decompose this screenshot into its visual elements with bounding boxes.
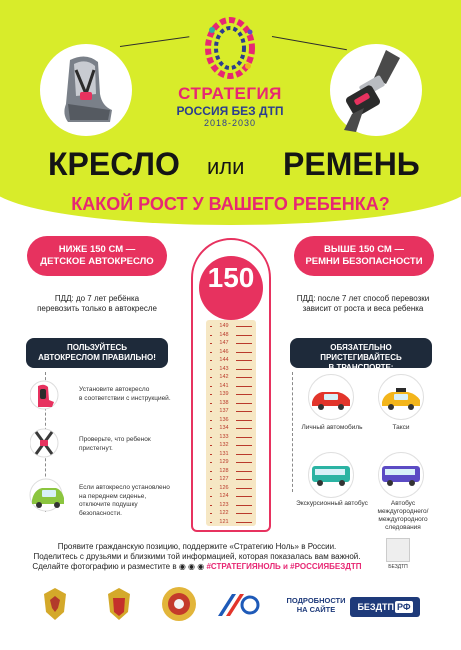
rule-left-line2: перевозить только в автокресле — [37, 304, 157, 313]
intercity-bus-icon — [380, 462, 422, 488]
site-details-text — [286, 596, 346, 614]
ruler-tick-label: 136 — [212, 417, 236, 423]
page-subtitle: КАКОЙ РОСТ У ВАШЕГО РЕБЕНКА? — [71, 194, 390, 214]
ruler-tick-label: 127 — [212, 476, 236, 482]
ruler-tick-label: 141 — [212, 383, 236, 389]
instagram-qr-icon[interactable] — [386, 538, 410, 562]
car-seat-icon — [30, 380, 66, 410]
ruler-tick-label: 147 — [212, 340, 236, 346]
title-remen: РЕМЕНЬ — [283, 146, 420, 182]
intercity-bus-label-1: Автобус междугороднего/ — [377, 500, 429, 515]
russia-emblem-icon — [40, 586, 70, 622]
taxi-icon — [380, 386, 422, 410]
ruler-tick-label: 134 — [212, 425, 236, 431]
logo-title: СТРАТЕГИЯ — [178, 84, 282, 103]
below-150-line2: ДЕТСКОЕ АВТОКРЕСЛО — [40, 256, 154, 267]
above-150-pill — [294, 236, 434, 276]
ruler-tick-label: 146 — [212, 349, 236, 355]
traffic-police-emblem-icon — [160, 584, 198, 624]
car-label: Личный автомобиль — [301, 424, 363, 431]
ruler-tick-label: 143 — [212, 366, 236, 372]
tour-bus-label: Экскурсионный автобус — [296, 500, 368, 507]
ruler-tick-label: 132 — [212, 442, 236, 448]
ruler-tick-label: 122 — [212, 510, 236, 516]
taxi-label: Такси — [392, 424, 410, 431]
logo-years: 2018-2030 — [203, 118, 257, 128]
footer-line-3 — [22, 562, 372, 571]
buckle-up-line2: В ТРАНСПОРТЕ: — [328, 363, 394, 372]
above-150-line2: РЕМНИ БЕЗОПАСНОСТИ — [305, 256, 423, 267]
footer-line-2: Поделитесь с друзьями и близкими той информацией, которая показалась вам важной. — [33, 552, 361, 561]
rule-left — [22, 294, 172, 314]
use-seat-badge — [26, 338, 168, 368]
step-2-text — [79, 436, 179, 453]
social-icons: ◉ ◉ ◉ — [178, 562, 207, 571]
step-3-line2: на переднем сиденье, — [79, 492, 147, 500]
seat-belt-buckle-icon — [330, 44, 422, 136]
ruler-tick-label: 124 — [212, 493, 236, 499]
step-1-line1: Установите автокресло — [79, 386, 150, 393]
footer-line-1: Проявите гражданскую позицию, поддержите «Стратегию Ноль» в России. — [57, 542, 337, 551]
strategy-logo — [150, 12, 310, 128]
ruler-tick-label: 131 — [212, 451, 236, 457]
site-text-2: НА САЙТЕ — [296, 605, 336, 614]
step-2-line2: пристегнут. — [79, 444, 113, 452]
avtodor-logo-icon — [212, 590, 262, 620]
main-title — [0, 146, 461, 186]
buckled-belt-icon — [30, 428, 66, 458]
ministry-emblem-icon — [104, 586, 134, 622]
footer-line-3-prefix: Сделайте фотографию и разместите в — [32, 562, 177, 571]
use-seat-line2: АВТОКРЕСЛОМ ПРАВИЛЬНО! — [38, 353, 156, 362]
site-text-1: ПОДРОБНОСТИ — [286, 596, 346, 605]
zero-logo-icon — [202, 16, 258, 80]
below-150-line1: НИЖЕ 150 СМ — — [58, 244, 136, 255]
ruler-tick-label: 121 — [212, 519, 236, 525]
qr-label: БЕЗДТП — [388, 564, 408, 570]
intercity-bus-label — [370, 500, 436, 532]
ruler-tick-label: 148 — [212, 332, 236, 338]
site-button-label: БЕЗДТП — [357, 602, 394, 612]
site-button-rf: РФ — [396, 602, 411, 612]
vehicles-connector — [292, 372, 293, 492]
step-3-line1: Если автокресло установлено — [79, 484, 170, 491]
rule-right — [288, 294, 438, 314]
step-3-line3: отключите подушку безопасности. — [79, 501, 138, 517]
title-ili: или — [207, 154, 245, 179]
buckle-up-badge — [290, 338, 432, 372]
intercity-bus-label-2: междугородного следования — [378, 516, 428, 531]
below-150-pill — [27, 236, 167, 276]
step-2-line1: Проверьте, что ребенок — [79, 436, 151, 443]
footer-hashtags: #СТРАТЕГИЯНОЛЬ и #РОССИЯБЕЗДТП — [206, 562, 362, 571]
bezdtp-site-button[interactable] — [350, 597, 420, 617]
step-1-text — [79, 386, 179, 403]
ruler-tick-label: 128 — [212, 468, 236, 474]
rule-right-line2: зависит от роста и веса ребенка — [302, 304, 424, 313]
title-kreslo: КРЕСЛО — [48, 146, 180, 182]
tour-bus-icon — [310, 462, 352, 488]
ruler-tick-label: 144 — [212, 357, 236, 363]
ruler-tick-label: 149 — [212, 323, 236, 329]
step-3-text — [79, 484, 179, 518]
ruler-tick-label: 123 — [212, 502, 236, 508]
car-icon — [310, 386, 352, 410]
child-car-seat-icon — [40, 44, 132, 136]
car-seat-circle — [40, 44, 132, 136]
ruler-value: 150 — [207, 262, 255, 293]
ruler-tick-label: 142 — [212, 374, 236, 380]
ruler-tick-label: 133 — [212, 434, 236, 440]
step-1-line2: в соответствии с инструкцией. — [79, 394, 171, 402]
use-seat-line1: ПОЛЬЗУЙТЕСЬ — [66, 343, 128, 352]
rule-right-line1: ПДД: после 7 лет способ перевозки — [296, 294, 430, 303]
ruler-tick-label: 138 — [212, 400, 236, 406]
rule-left-line1: ПДД: до 7 лет ребёнка — [54, 294, 140, 303]
above-150-line1: ВЫШЕ 150 СМ — — [324, 244, 404, 255]
ruler-tick-label: 139 — [212, 391, 236, 397]
seat-belt-circle — [330, 44, 422, 136]
ruler-tick-label: 126 — [212, 485, 236, 491]
buckle-up-line1: ОБЯЗАТЕЛЬНО ПРИСТЕГИВАЙТЕСЬ — [320, 343, 402, 362]
ruler-tick-label: 137 — [212, 408, 236, 414]
logo-subtitle: РОССИЯ БЕЗ ДТП — [176, 104, 284, 118]
front-seat-car-icon — [28, 478, 70, 512]
ruler-tick-label: 129 — [212, 459, 236, 465]
